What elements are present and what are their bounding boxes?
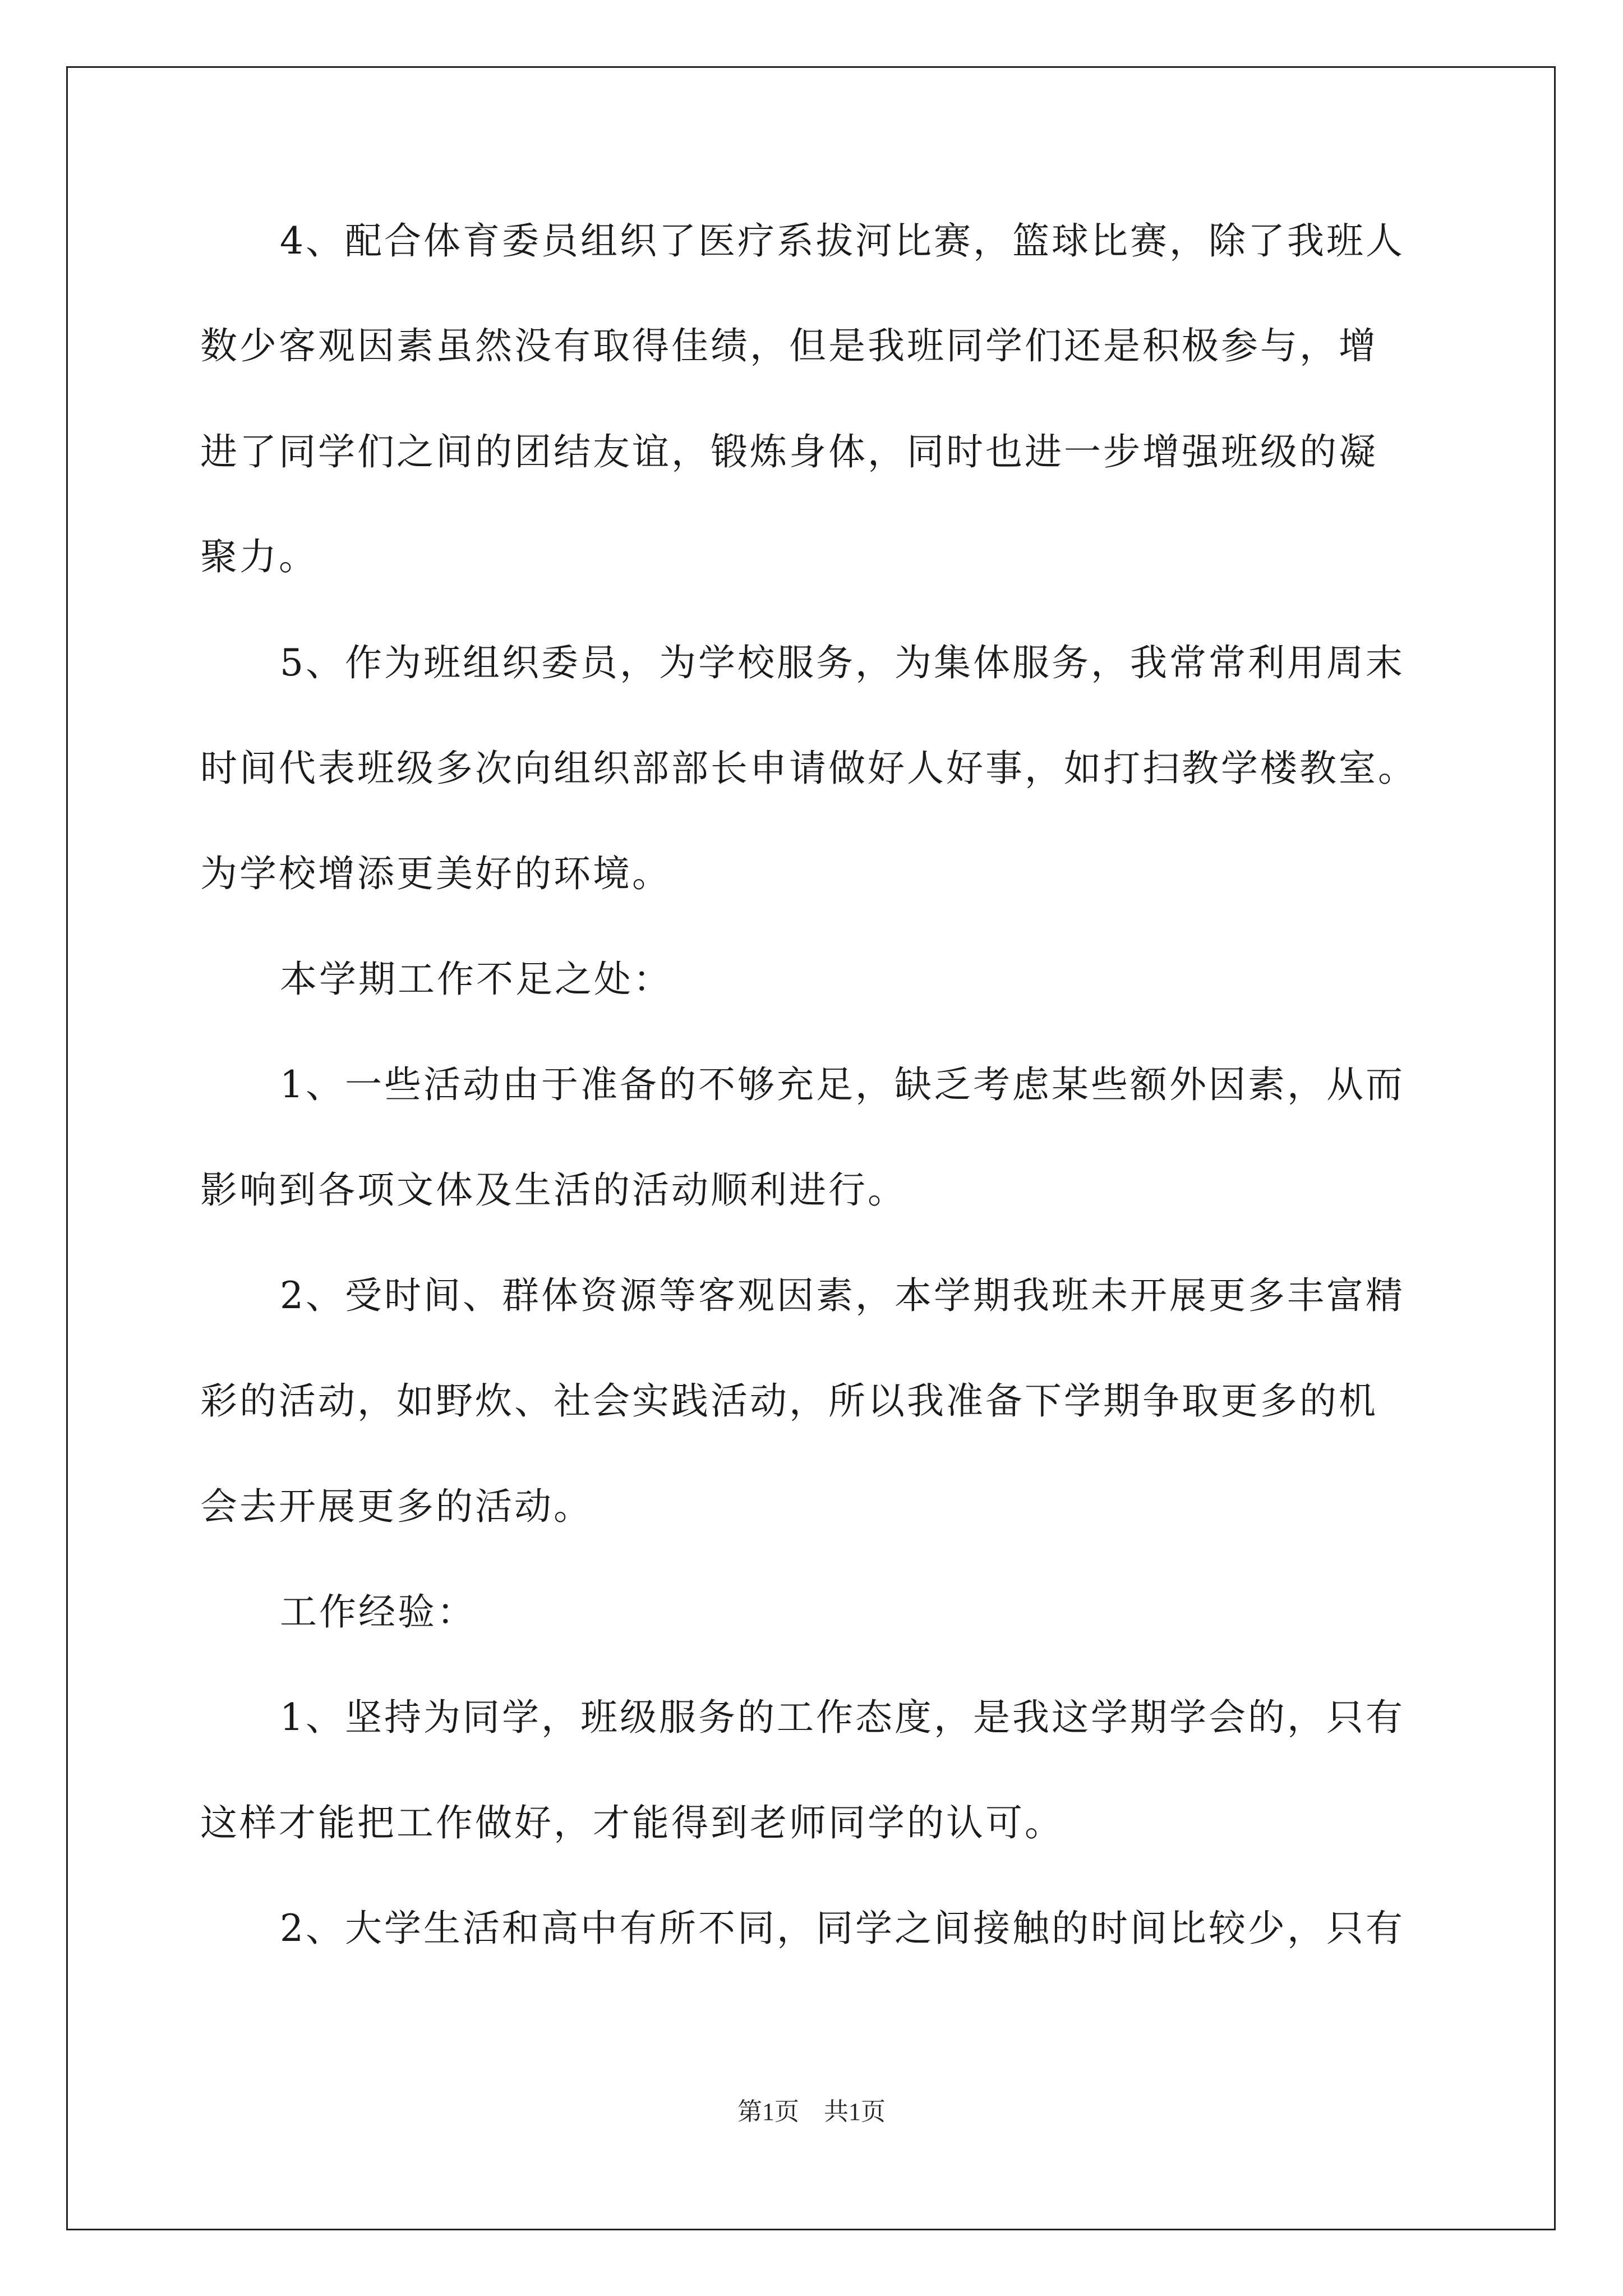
paragraph-line: 进了同学们之间的团结友谊，锻炼身体，同时也进一步增强班级的凝: [200, 430, 1378, 473]
section-heading: 本学期工作不足之处：: [280, 958, 672, 1001]
paragraph-line: 4、配合体育委员组织了医疗系拔河比赛，篮球比赛，除了我班人: [280, 219, 1405, 263]
paragraph-line: 时间代表班级多次向组织部部长申请做好人好事，如打扫教学楼教室。: [200, 747, 1417, 790]
paragraph-line: 数少客观因素虽然没有取得佳绩，但是我班同学们还是积极参与，增: [200, 324, 1378, 367]
paragraph-line: 聚力。: [200, 535, 318, 578]
paragraph-line: 为学校增添更美好的环境。: [200, 852, 671, 895]
paragraph-line: 这样才能把工作做好，才能得到老师同学的认可。: [200, 1801, 1064, 1844]
paragraph-line: 彩的活动，如野炊、社会实践活动，所以我准备下学期争取更多的机: [200, 1379, 1378, 1423]
paragraph-line: 影响到各项文体及生活的活动顺利进行。: [200, 1168, 907, 1212]
paragraph-line: 会去开展更多的活动。: [200, 1485, 593, 1528]
paragraph-line: 1、坚持为同学，班级服务的工作态度，是我这学期学会的，只有: [280, 1696, 1405, 1739]
paragraph-line: 1、一些活动由于准备的不够充足，缺乏考虑某些额外因素，从而: [280, 1063, 1405, 1106]
paragraph-line: 2、受时间、群体资源等客观因素，本学期我班未开展更多丰富精: [280, 1274, 1405, 1317]
paragraph-line: 2、大学生活和高中有所不同，同学之间接触的时间比较少，只有: [280, 1907, 1405, 1950]
page-footer: 第1页 共1页: [737, 2098, 886, 2125]
section-heading: 工作经验：: [280, 1590, 476, 1634]
paragraph-line: 5、作为班组织委员，为学校服务，为集体服务，我常常利用周末: [280, 641, 1405, 684]
